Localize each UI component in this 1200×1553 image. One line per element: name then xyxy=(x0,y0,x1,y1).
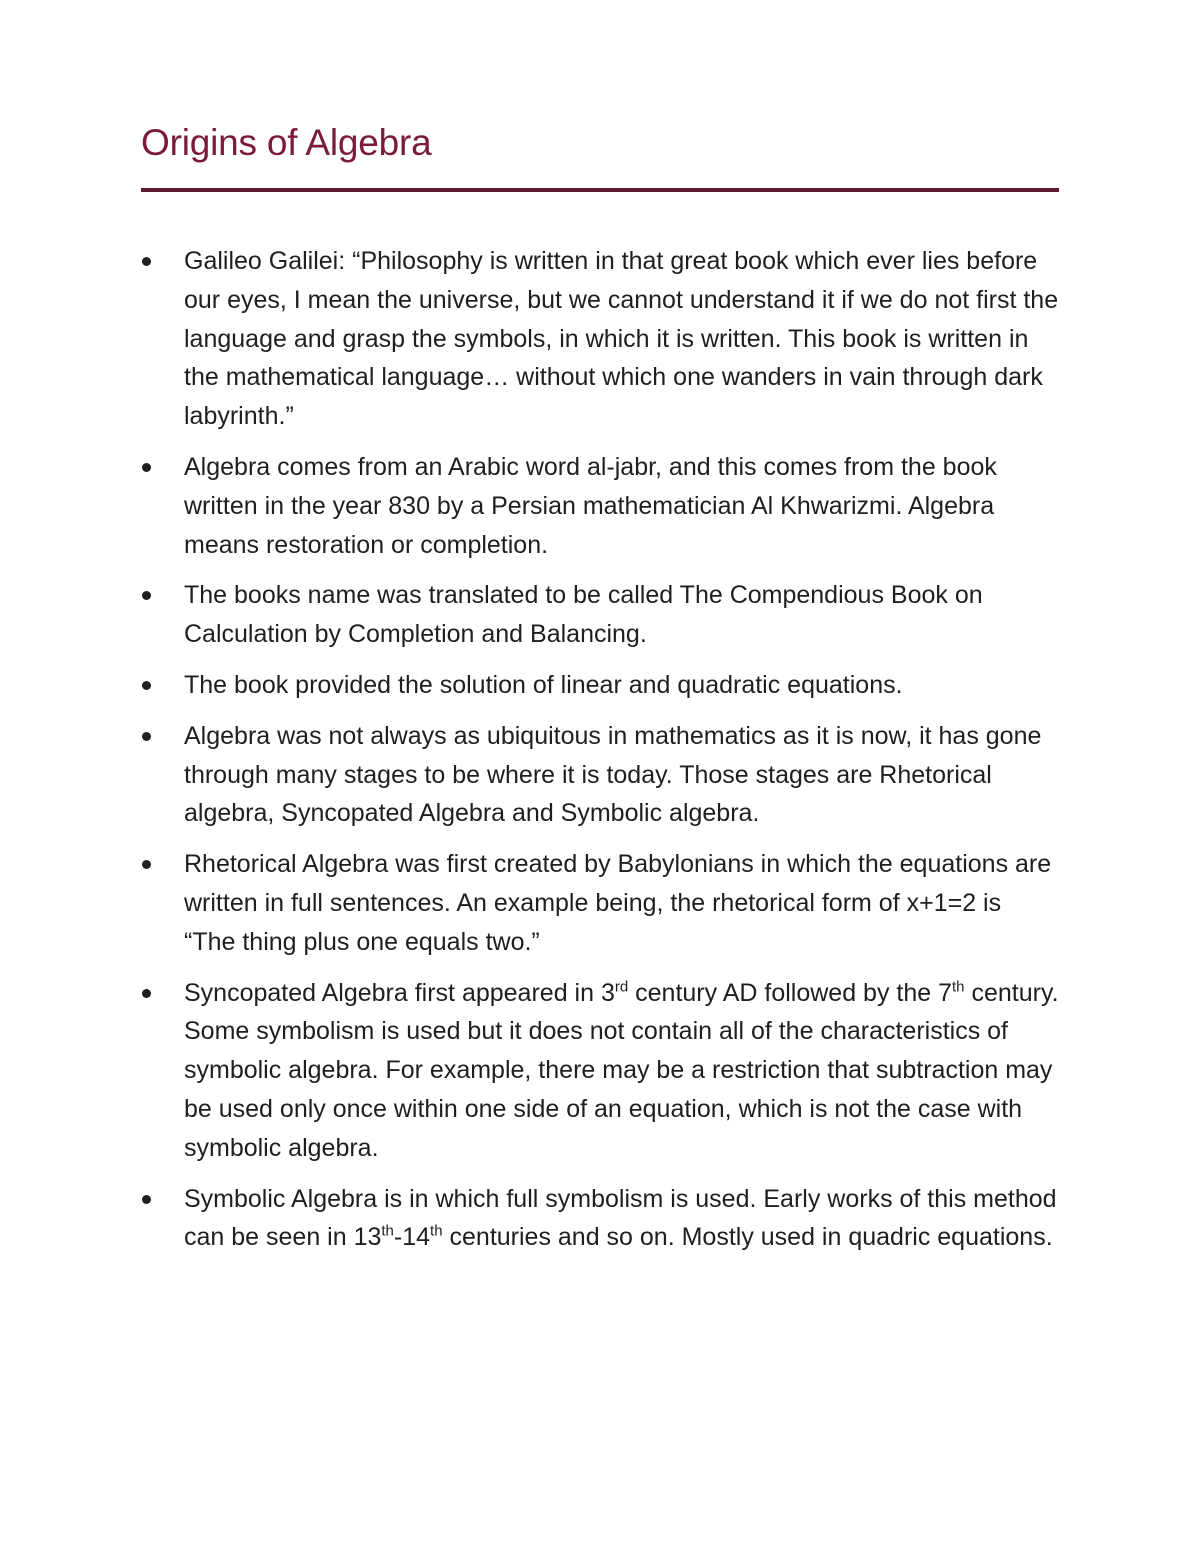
list-item xyxy=(141,242,1059,436)
text-run: Symbolic Algebra is in which full symbolism is used. Early works of this method can be seen in 13 xyxy=(184,1184,1057,1252)
list-item xyxy=(141,666,1059,705)
bullet-text xyxy=(184,581,983,648)
bullet-text xyxy=(184,722,1041,828)
superscript: th xyxy=(952,978,965,996)
bullet-dot-icon xyxy=(142,732,151,741)
bullet-dot-icon xyxy=(142,463,151,472)
page-title: Origins of Algebra xyxy=(141,122,432,163)
text-run: -14 xyxy=(393,1223,431,1252)
text-run: Rhetorical Algebra was first created by Babylonians in which the equations are written in full sentences. An example being, the rhetorical form of x+1=2 is “The thing plus one equals two.” xyxy=(184,850,1052,956)
text-run: Algebra was not always as ubiquitous in mathematics as it is now, it has gone through many stages to be where it is today. Those stages are Rhetorical algebra, Syncopated Algebra and Symbolic algebra. xyxy=(184,721,1042,828)
bullet-text xyxy=(184,247,1058,430)
text-run: Galileo Galilei: “Philosophy is written in that great book which ever lies before our eyes, I mean the universe, but we cannot understand it if we do not first the language and grasp the symbols, in which it is written. This book is written in the mathematical language… without which one wanders in vain through dark labyrinth.” xyxy=(184,247,1059,431)
bullet-dot-icon xyxy=(142,257,151,266)
list-item xyxy=(141,1180,1059,1258)
text-run: Algebra comes from an Arabic word al-jabr, and this comes from the book written in the year 830 by a Persian mathematician Al Khwarizmi. Algebra means restoration or completion. xyxy=(184,452,997,559)
text-run: The book provided the solution of linear and quadratic equations. xyxy=(184,670,903,699)
bullet-list xyxy=(141,242,1059,1257)
bullet-text xyxy=(184,979,1059,1162)
superscript: rd xyxy=(614,978,629,996)
title-divider xyxy=(141,188,1059,192)
bullet-dot-icon xyxy=(142,860,151,869)
superscript: th xyxy=(381,1223,394,1240)
bullet-dot-icon xyxy=(142,1195,151,1204)
superscript: th xyxy=(430,1223,443,1240)
bullet-text xyxy=(184,671,903,699)
bullet-dot-icon xyxy=(142,681,151,690)
bullet-dot-icon xyxy=(142,591,151,600)
document-page xyxy=(141,118,1059,1269)
text-run: century. Some symbolism is used but it does not contain all of the characteristics of symbolic algebra. For example, there may be a restriction that subtraction may be used only once within one side of an equation, which is not the case with symbolic algebra. xyxy=(184,978,1059,1162)
bullet-text xyxy=(184,453,997,559)
list-item xyxy=(141,576,1059,654)
list-item xyxy=(141,448,1059,564)
text-run: Syncopated Algebra first appeared in 3 xyxy=(184,978,615,1007)
bullet-text xyxy=(184,850,1051,956)
bullet-dot-icon xyxy=(142,989,151,998)
list-item xyxy=(141,845,1059,961)
list-item xyxy=(141,717,1059,833)
list-item xyxy=(141,974,1059,1168)
bullet-text xyxy=(184,1185,1057,1252)
text-run: century AD followed by the 7 xyxy=(628,978,952,1007)
text-run: centuries and so on. Mostly used in quadric equations. xyxy=(442,1223,1053,1252)
text-run: The books name was translated to be called The Compendious Book on Calculation by Completion and Balancing. xyxy=(184,581,983,649)
